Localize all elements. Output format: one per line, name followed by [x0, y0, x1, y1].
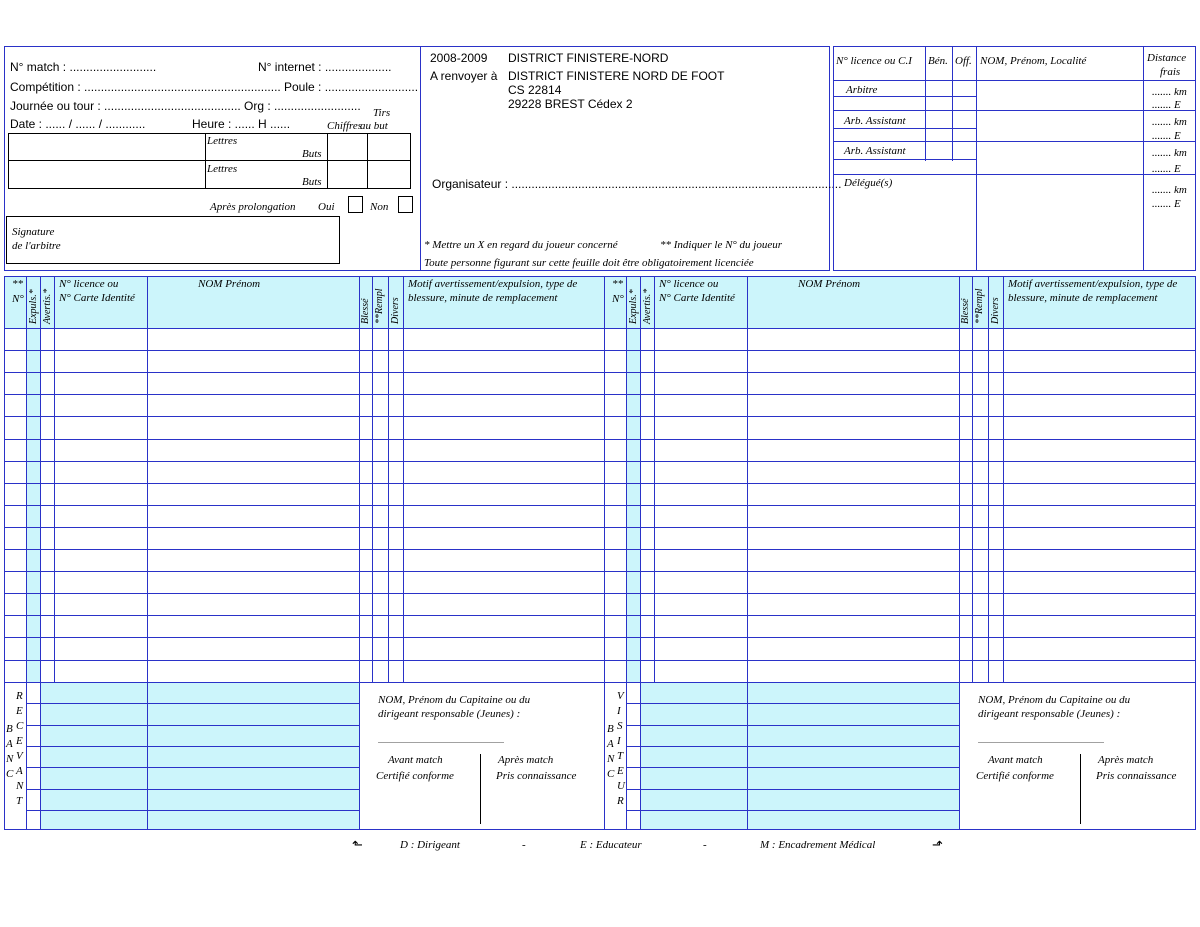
staff-row[interactable]	[626, 810, 959, 811]
visiteur-letter: U	[617, 780, 625, 792]
column-header-vertical: Avertis.*	[642, 288, 653, 324]
table-row[interactable]	[604, 637, 1196, 638]
table-row[interactable]	[4, 350, 605, 351]
capitaine-label: NOM, Prénom du Capitaine ou du	[378, 694, 531, 706]
staff-row[interactable]	[626, 789, 959, 790]
col-line	[640, 682, 641, 830]
visiteur-letter: I	[617, 735, 621, 747]
journee-field[interactable]: Journée ou tour : .........................................	[10, 99, 241, 113]
certifie-label: Certifié conforme	[976, 770, 1054, 782]
column-header-vertical: **Rempl	[374, 288, 385, 324]
column-header: NOM Prénom	[198, 278, 261, 290]
internet-no-field[interactable]: N° internet : ....................	[258, 60, 392, 74]
table-row[interactable]	[604, 682, 1196, 683]
staff-row[interactable]	[626, 746, 959, 747]
column-header-vertical: Blessé	[360, 298, 371, 324]
recevant-letter: A	[16, 765, 23, 777]
poule-field[interactable]: Poule : ............................	[284, 80, 419, 94]
note-numero: ** Indiquer le N° du joueur	[660, 239, 783, 251]
match-no-field[interactable]: N° match : ..........................	[10, 60, 157, 74]
recevant-letter: E	[16, 735, 23, 747]
banc-letter: B	[6, 723, 13, 735]
visiteur-letter: V	[617, 690, 624, 702]
km-field[interactable]: ....... km	[1152, 116, 1187, 128]
table-row[interactable]	[604, 593, 1196, 594]
avant-match-label: Avant match	[988, 754, 1043, 766]
signature-label-2: de l'arbitre	[12, 240, 61, 252]
column-header: N° licence ou	[659, 278, 719, 290]
recevant-letter: T	[16, 795, 23, 807]
col-distance: Distance	[1147, 52, 1187, 64]
col-line	[747, 276, 748, 682]
signature-divider	[480, 754, 481, 824]
address-line-3: 29228 BREST Cédex 2	[508, 97, 633, 111]
legend-medical: M : Encadrement Médical	[760, 839, 876, 851]
table-row[interactable]	[4, 483, 605, 484]
banc-letter: N	[6, 753, 14, 765]
table-row[interactable]	[4, 660, 605, 661]
capitaine-name-field[interactable]: ...............................................................	[978, 736, 1104, 745]
col-line	[640, 276, 641, 682]
capitaine-label-2: dirigeant responsable (Jeunes) :	[978, 708, 1121, 720]
capitaine-label: NOM, Prénom du Capitaine ou du	[978, 694, 1131, 706]
col-line	[626, 682, 627, 830]
heure-field[interactable]: Heure : ...... H ......	[192, 117, 291, 131]
chiffres-label: Chiffres	[327, 120, 363, 132]
organisateur-field[interactable]: Organisateur : ...................................................................................................	[432, 177, 842, 191]
km-field[interactable]: ....... km	[1152, 86, 1187, 98]
column-header-vertical: Expuls.*	[28, 289, 39, 324]
column-header-vertical: Divers	[390, 297, 401, 324]
arb-assistant-label-1: Arb. Assistant	[844, 115, 906, 127]
column-header: NOM Prénom	[798, 278, 861, 290]
divider	[420, 46, 421, 271]
km-field[interactable]: ....... km	[1152, 147, 1187, 159]
col-line	[403, 276, 404, 682]
note-licence: Toute personne figurant sur cette feuille doit être obligatoirement licenciée	[424, 257, 754, 269]
col-line	[359, 276, 360, 682]
visiteur-letter: S	[617, 720, 623, 732]
staff-row[interactable]	[26, 703, 359, 704]
recevant-letter: E	[16, 705, 23, 717]
table-row[interactable]	[604, 549, 1196, 550]
visiteur-letter: R	[617, 795, 624, 807]
buts-label-1: Buts	[302, 148, 322, 160]
table-row[interactable]	[604, 416, 1196, 417]
column-header: N° Carte Identité	[659, 292, 735, 304]
certifie-label: Certifié conforme	[376, 770, 454, 782]
table-row[interactable]	[4, 682, 605, 683]
col-line	[1003, 276, 1004, 682]
oui-label: Oui	[318, 201, 335, 213]
table-row[interactable]	[4, 439, 605, 440]
recevant-letter: V	[16, 750, 23, 762]
col-line	[626, 276, 627, 682]
staff-row[interactable]	[626, 767, 959, 768]
pris-connaissance-label: Pris connaissance	[1096, 770, 1177, 782]
col-line	[147, 276, 148, 682]
season: 2008-2009	[430, 51, 488, 65]
column-header-vertical: Divers	[990, 297, 1001, 324]
arrow-right-icon: ⬏	[932, 837, 943, 852]
col-line	[959, 682, 960, 830]
pris-connaissance-label: Pris connaissance	[496, 770, 577, 782]
table-row[interactable]	[604, 615, 1196, 616]
staff-bg	[640, 682, 960, 829]
col-line	[959, 276, 960, 682]
staff-row[interactable]	[26, 810, 359, 811]
table-row[interactable]	[604, 461, 1196, 462]
table-row[interactable]	[604, 439, 1196, 440]
table-row[interactable]	[604, 660, 1196, 661]
delegue-label: Délégué(s)	[844, 177, 893, 189]
note-x: * Mettre un X en regard du joueur concerné	[424, 239, 618, 251]
recevant-letter: N	[16, 780, 24, 792]
table-row[interactable]	[604, 505, 1196, 506]
col-line	[54, 276, 55, 682]
table-row[interactable]	[604, 394, 1196, 395]
district-name: DISTRICT FINISTERE-NORD	[508, 51, 669, 65]
staff-row[interactable]	[26, 789, 359, 790]
col-line	[147, 682, 148, 830]
renvoyer-label: A renvoyer à	[430, 69, 498, 83]
col-line	[988, 276, 989, 682]
column-header: N° licence ou	[59, 278, 119, 290]
lettres-label-2: Lettres	[207, 163, 238, 175]
col-line	[372, 276, 373, 682]
capitaine-label-2: dirigeant responsable (Jeunes) :	[378, 708, 521, 720]
column-header: **	[612, 278, 623, 290]
address-line-2: CS 22814	[508, 83, 562, 97]
euro-field[interactable]: ....... E	[1152, 99, 1181, 111]
buts-label-2: Buts	[302, 176, 322, 188]
arb-assistant-label-2: Arb. Assistant	[844, 145, 906, 157]
banc-letter: A	[607, 738, 614, 750]
legend-dirigeant: D : Dirigeant	[400, 839, 460, 851]
table-row[interactable]	[4, 505, 605, 506]
non-label: Non	[370, 201, 389, 213]
apres-match-label: Après match	[498, 754, 554, 766]
visiteur-letter: I	[617, 705, 621, 717]
column-header-vertical: Expuls.*	[628, 289, 639, 324]
oui-checkbox[interactable]	[348, 196, 363, 213]
non-checkbox[interactable]	[398, 196, 413, 213]
table-row[interactable]	[4, 416, 605, 417]
visiteur-letter: E	[617, 765, 624, 777]
column-header: **	[12, 278, 23, 290]
table-row[interactable]	[604, 350, 1196, 351]
table-row[interactable]	[4, 549, 605, 550]
table-row[interactable]	[4, 593, 605, 594]
staff-row[interactable]	[626, 703, 959, 704]
apres-prolongation-label: Après prolongation	[210, 201, 296, 213]
capitaine-name-field[interactable]: ...............................................................	[378, 736, 504, 745]
column-header-vertical: Avertis.*	[42, 288, 53, 324]
table-row[interactable]	[604, 527, 1196, 528]
col-line	[40, 682, 41, 830]
recevant-letter: R	[16, 690, 23, 702]
column-header: Motif avertissement/expulsion, type de	[1008, 278, 1178, 290]
col-ben: Bén.	[928, 55, 948, 67]
col-line	[654, 276, 655, 682]
col-off: Off.	[955, 55, 972, 67]
table-row[interactable]	[4, 372, 605, 373]
col-line	[359, 682, 360, 830]
col-licence-ci: N° licence ou C.I	[836, 55, 912, 67]
col-line	[26, 682, 27, 830]
euro-field[interactable]: ....... E	[1152, 198, 1181, 210]
staff-bg	[40, 682, 360, 829]
tirs-label: Tirs	[373, 107, 391, 119]
table-row[interactable]	[604, 571, 1196, 572]
recevant-letter: C	[16, 720, 24, 732]
column-header: N° Carte Identité	[59, 292, 135, 304]
staff-row[interactable]	[26, 746, 359, 747]
table-row[interactable]	[4, 637, 605, 638]
org-field[interactable]: Org : ..........................	[244, 99, 361, 113]
table-row[interactable]	[4, 461, 605, 462]
table-row[interactable]	[4, 615, 605, 616]
banc-letter: A	[6, 738, 13, 750]
col-line	[747, 682, 748, 830]
banc-letter: N	[607, 753, 615, 765]
column-header: blessure, minute de remplacement	[408, 292, 558, 304]
table-row[interactable]	[4, 571, 605, 572]
staff-row[interactable]	[626, 725, 959, 726]
col-nom-localite: NOM, Prénom, Localité	[980, 55, 1087, 67]
column-header: N°	[12, 293, 24, 305]
lettres-label-1: Lettres	[207, 135, 238, 147]
table-row[interactable]	[4, 527, 605, 528]
date-field[interactable]: Date : ...... / ...... / ............	[10, 117, 146, 131]
col-line	[972, 276, 973, 682]
legend-educateur: E : Educateur	[580, 839, 642, 851]
legend-dash: -	[703, 839, 707, 851]
staff-row[interactable]	[26, 725, 359, 726]
col-line	[40, 276, 41, 682]
staff-row[interactable]	[26, 767, 359, 768]
column-header: blessure, minute de remplacement	[1008, 292, 1158, 304]
apres-match-label: Après match	[1098, 754, 1154, 766]
col-line	[26, 276, 27, 682]
banc-letter: B	[607, 723, 614, 735]
competition-field[interactable]: Compétition : ...........................................................	[10, 80, 281, 94]
col-frais-label: frais	[1160, 66, 1181, 78]
euro-field[interactable]: ....... E	[1152, 130, 1181, 142]
col-line	[388, 276, 389, 682]
row-line	[4, 328, 605, 329]
table-row[interactable]	[604, 372, 1196, 373]
legend-dash: -	[522, 839, 526, 851]
banc-letter: C	[607, 768, 615, 780]
column-header: N°	[612, 293, 624, 305]
au-but-label: au but	[360, 120, 388, 132]
visiteur-letter: T	[617, 750, 624, 762]
km-field[interactable]: ....... km	[1152, 184, 1187, 196]
signature-divider	[1080, 754, 1081, 824]
table-row[interactable]	[604, 483, 1196, 484]
signature-label-1: Signature	[12, 226, 55, 238]
address-line-1: DISTRICT FINISTERE NORD DE FOOT	[508, 69, 725, 83]
arbitre-label: Arbitre	[846, 84, 878, 96]
banc-letter: C	[6, 768, 14, 780]
euro-field[interactable]: ....... E	[1152, 163, 1181, 175]
column-header: Motif avertissement/expulsion, type de	[408, 278, 578, 290]
arrow-left-icon: ⬑	[352, 837, 363, 852]
row-line	[604, 328, 1196, 329]
table-row[interactable]	[4, 394, 605, 395]
avant-match-label: Avant match	[388, 754, 443, 766]
column-header-vertical: Blessé	[960, 298, 971, 324]
column-header-vertical: **Rempl	[974, 288, 985, 324]
